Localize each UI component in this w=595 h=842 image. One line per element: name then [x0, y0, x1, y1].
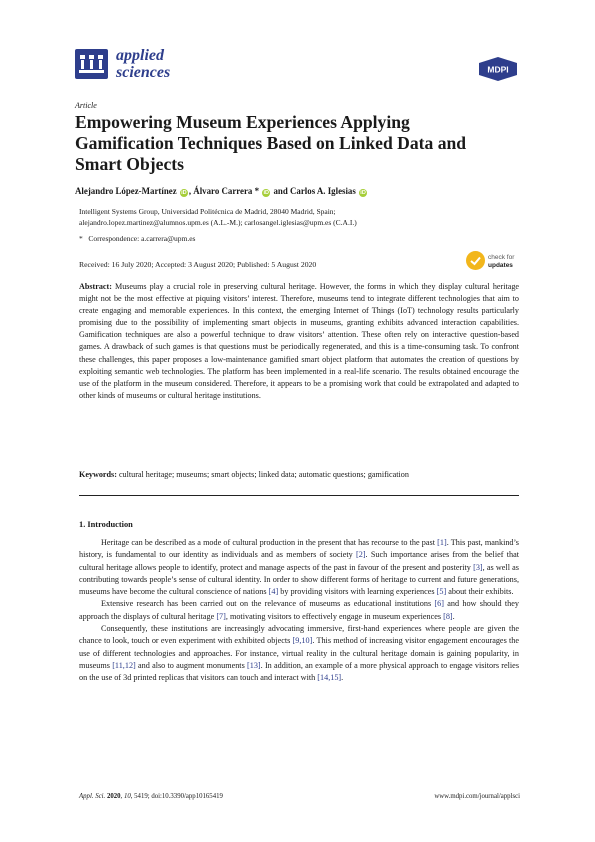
- paragraph-text: . Such importance arises from the belief that cultural heritage allows people to identify, protect and manage aspects of the past in favour of the present and posterity: [79, 550, 519, 572]
- keywords-label: Keywords:: [79, 470, 117, 479]
- orcid-icon[interactable]: iD: [263, 190, 269, 196]
- paragraph-text: .: [452, 611, 455, 621]
- paragraph-text: about their exhibits.: [446, 587, 514, 597]
- citation-link[interactable]: [9,10]: [292, 636, 313, 646]
- citation-link[interactable]: [5]: [436, 587, 447, 597]
- paragraph-text: and also to augment monuments: [135, 660, 248, 670]
- paragraph-text: Heritage can be described as a mode of cultural production in the present that has recourse to the past: [101, 538, 438, 547]
- section-heading: 1. Introduction: [79, 520, 133, 529]
- keywords-text: cultural heritage; museums; smart objects; linked data; automatic questions; gamification: [118, 470, 409, 479]
- journal-name-line2: sciences: [116, 64, 171, 81]
- paragraph: [79, 598, 519, 623]
- abstract-text: Museums play a crucial role in preserving cultural heritage. However, the forms in which they display cultural heritage might not be the most effective at piquing visitors’ interest. Therefore, museums tend to integrate different technologies that aim to create engaging and memorable experiences. In this context, the emerging Internet of Things (IoT) technology results particularly promising due to the possibility of implementing smart objects in museums, granting exhibits advanced interaction capabilities. Gamification techniques are also a powerful technique to draw visitors’ attention. These often rely on interactive question-based games. A drawback of such games is that questions must be periodically regenerated, and this is a time-consuming task. To confront these challenges, this paper proposes a low-maintenance gamified smart object platform that automates the creation of questions by exploiting semantic web technologies. The platform has been implemented in a real-life scenario. The results obtained encourage the use of the platform in the museum considered. Therefore, it appears to be a promising work that could be extrapolated and adapted to other kinds of museums or cultural heritage institutions.: [79, 282, 519, 400]
- publisher-label: MDPI: [487, 64, 509, 75]
- affiliation-emails: alejandro.lopez.martinez@alumnos.upm.es (A.L.-M.); carlosangel.iglesias@upm.es (C.A.I.): [79, 218, 357, 227]
- check-updates-line2: updates: [488, 261, 513, 269]
- author-name: Álvaro Carrera: [193, 186, 253, 196]
- correspondence: [79, 234, 195, 243]
- affiliation: [79, 206, 519, 228]
- citation-link[interactable]: [4]: [268, 587, 279, 597]
- affiliation-line: Intelligent Systems Group, Universidad Politécnica de Madrid, 28040 Madrid, Spain;: [79, 207, 336, 216]
- citation-link[interactable]: [1]: [437, 538, 447, 547]
- paragraph: [79, 537, 519, 598]
- citation-link[interactable]: [3]: [473, 562, 483, 572]
- footer-url[interactable]: www.mdpi.com/journal/applsci: [434, 793, 520, 800]
- correspondence-mark: *: [79, 234, 83, 243]
- paragraph-text: .: [341, 673, 344, 683]
- paragraph-text: . This past, mankind’s history, is fundamental to our identity as individuals and as members of society: [79, 538, 519, 560]
- orcid-icon[interactable]: iD: [360, 190, 366, 196]
- paragraph-text: , as well as contributing towards people’s sense of cultural identity. In order to show different forms of heritage to current and future generations, museums have become the cultural conscience of nations: [79, 562, 519, 597]
- check-updates-line1: check for: [488, 254, 515, 261]
- keywords: [79, 470, 519, 479]
- citation-link[interactable]: [7]: [216, 611, 226, 621]
- footer-journal: Appl. Sci.: [79, 793, 106, 800]
- paragraph-text: . In addition, an example of a more physical approach to engage visitors relies on the use of 3d printed replicas that visitors can touch and interact with: [79, 660, 520, 683]
- journal-name-line1: applied: [116, 47, 164, 64]
- paragraph-text: Consequently, these institutions are increasingly advocating immersive, first-hand experiences where people are given the chance to look, touch or even experiment with exhibited objects: [79, 624, 519, 646]
- paragraph-text: by providing visitors with learning experiences: [278, 587, 437, 597]
- citation-link[interactable]: [2]: [356, 550, 366, 560]
- mdpi-logo: [478, 57, 518, 81]
- article-type: Article: [75, 101, 97, 110]
- corresponding-mark: *: [254, 186, 260, 196]
- correspondence-text: Correspondence: a.carrera@upm.es: [88, 234, 196, 243]
- footer-citation: Appl. Sci. 2020, 10, 5419; doi:10.3390/app10165419: [79, 793, 223, 800]
- author-separator: ,: [188, 186, 194, 196]
- paragraph-text: and how should they approach the displays of cultural heritage: [79, 599, 519, 621]
- publication-dates: Received: 16 July 2020; Accepted: 3 August 2020; Published: 5 August 2020: [79, 260, 317, 269]
- footer-year: 2020: [106, 793, 121, 800]
- paragraph-text: Extensive research has been carried out on the relevance of museums as educational institutions: [101, 599, 435, 609]
- citation-link[interactable]: [11,12]: [112, 660, 136, 670]
- body-text: [79, 537, 519, 685]
- paper-title: Empowering Museum Experiences Applying Gamification Techniques Based on Linked Data and Smart Objects: [75, 112, 467, 174]
- footer-volume: 10: [123, 793, 131, 800]
- citation-link[interactable]: [14,15]: [317, 673, 342, 683]
- author-separator: and: [271, 186, 290, 196]
- orcid-icon[interactable]: iD: [181, 190, 187, 196]
- citation-link[interactable]: [8]: [443, 611, 453, 621]
- divider: [79, 495, 519, 496]
- journal-logo-icon: [75, 49, 108, 79]
- citation-link[interactable]: [6]: [434, 599, 444, 609]
- author-list: [75, 186, 368, 197]
- abstract: [79, 281, 519, 402]
- author-name: Alejandro López-Martínez: [75, 186, 177, 196]
- abstract-label: Abstract:: [79, 282, 112, 291]
- check-icon: [466, 251, 485, 270]
- author-name: Carlos A. Iglesias: [290, 186, 356, 196]
- footer-doi: , 5419; doi:10.3390/app10165419: [130, 793, 223, 800]
- citation-link[interactable]: [13]: [247, 660, 261, 670]
- check-for-updates-badge[interactable]: [466, 250, 524, 272]
- paragraph-text: , motivating visitors to effectively engage in museum experiences: [225, 611, 444, 621]
- paragraph-text: . This method of increasing visitor engagement encourages the use of different technologies and approaches. For instance, virtual reality in the cultural heritage domain is gaining popularity, in museums: [79, 636, 519, 670]
- paragraph: [79, 623, 519, 684]
